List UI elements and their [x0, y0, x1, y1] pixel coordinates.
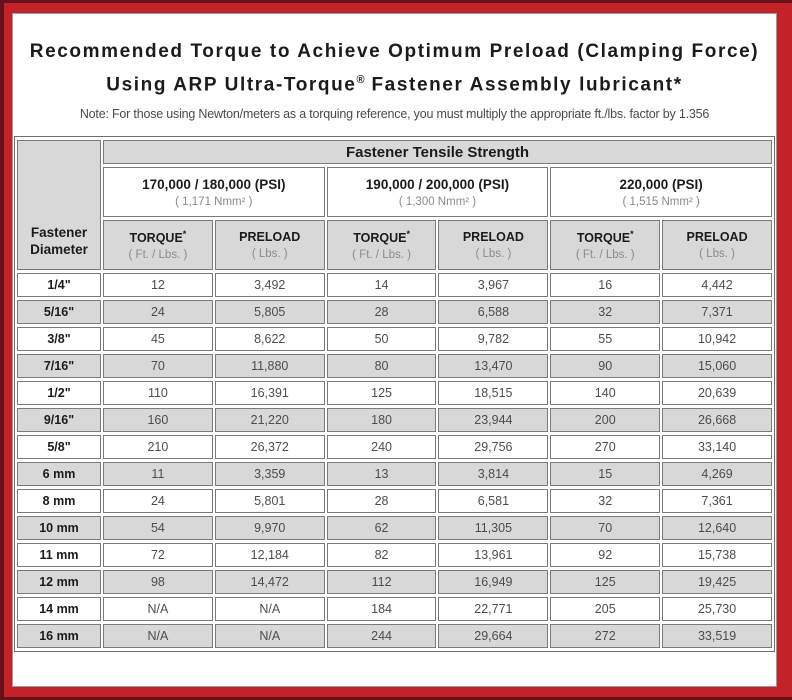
value-cell: 4,442	[662, 273, 772, 297]
torque-asterisk: *	[630, 229, 634, 240]
value-cell: 13,470	[438, 354, 548, 378]
value-cell: 14,472	[215, 570, 325, 594]
fastener-diameter-cell: 5/8"	[17, 435, 101, 459]
value-cell: 26,372	[215, 435, 325, 459]
value-cell: 110	[103, 381, 213, 405]
table-row	[17, 489, 772, 513]
torque-unit: ( Ft. / Lbs. )	[128, 249, 188, 262]
fastener-diameter-cell: 3/8"	[17, 327, 101, 351]
value-cell: 33,519	[662, 624, 772, 648]
table-row	[17, 273, 772, 297]
value-cell: 80	[327, 354, 437, 378]
torque-asterisk: *	[406, 229, 410, 240]
value-cell: 140	[550, 381, 660, 405]
value-cell: 24	[103, 489, 213, 513]
value-cell: 10,942	[662, 327, 772, 351]
value-cell: 180	[327, 408, 437, 432]
torque-table-wrap	[14, 136, 775, 652]
torque-unit: ( Ft. / Lbs. )	[575, 249, 635, 262]
preload-unit: ( Lbs. )	[251, 248, 288, 261]
value-cell: N/A	[215, 597, 325, 621]
table-row	[17, 624, 772, 648]
value-cell: 9,782	[438, 327, 548, 351]
fastener-diameter-cell: 12 mm	[17, 570, 101, 594]
value-cell: 8,622	[215, 327, 325, 351]
value-cell: 14	[327, 273, 437, 297]
value-cell: 200	[550, 408, 660, 432]
value-cell: 15,738	[662, 543, 772, 567]
fastener-diameter-cell: 8 mm	[17, 489, 101, 513]
torque-table	[15, 137, 774, 651]
psi-label: 170,000 / 180,000 (PSI)	[142, 176, 286, 192]
value-cell: 3,814	[438, 462, 548, 486]
value-cell: 15	[550, 462, 660, 486]
fastener-diameter-cell: 7/16"	[17, 354, 101, 378]
content-panel	[12, 13, 777, 687]
value-cell: 24	[103, 300, 213, 324]
nmm-label: ( 1,171 Nmm² )	[175, 195, 253, 208]
preload-header-2	[438, 220, 548, 270]
table-row	[17, 381, 772, 405]
value-cell: 25,730	[662, 597, 772, 621]
psi-header-row	[17, 167, 772, 217]
value-cell: N/A	[103, 597, 213, 621]
value-cell: 160	[103, 408, 213, 432]
value-cell: 7,371	[662, 300, 772, 324]
table-row	[17, 597, 772, 621]
value-cell: 55	[550, 327, 660, 351]
page-title-line2	[13, 66, 776, 99]
psi-label: 190,000 / 200,000 (PSI)	[365, 176, 510, 192]
value-cell: 6,581	[438, 489, 548, 513]
value-cell: 32	[550, 300, 660, 324]
value-cell: 270	[550, 435, 660, 459]
value-cell: 205	[550, 597, 660, 621]
torque-label: TORQUE	[353, 231, 407, 246]
psi-group-header-3	[550, 167, 772, 217]
value-cell: 125	[550, 570, 660, 594]
value-cell: 16	[550, 273, 660, 297]
table-row	[17, 327, 772, 351]
value-cell: 18,515	[438, 381, 548, 405]
value-cell: 240	[327, 435, 437, 459]
value-cell: 112	[327, 570, 437, 594]
title-line2-suffix: Fastener Assembly lubricant*	[364, 74, 683, 96]
value-cell: 62	[327, 516, 437, 540]
value-cell: 29,756	[438, 435, 548, 459]
value-cell: 28	[327, 300, 437, 324]
value-cell: 9,970	[215, 516, 325, 540]
fastener-diameter-cell: 9/16"	[17, 408, 101, 432]
preload-header-1	[215, 220, 325, 270]
value-cell: 3,967	[438, 273, 548, 297]
table-row	[17, 570, 772, 594]
value-cell: 23,944	[438, 408, 548, 432]
torque-header-1	[103, 220, 213, 270]
torque-header-2	[327, 220, 437, 270]
value-cell: 16,949	[438, 570, 548, 594]
value-cell: 11,880	[215, 354, 325, 378]
value-cell: 70	[103, 354, 213, 378]
tensile-strength-header: Fastener Tensile Strength	[103, 140, 772, 164]
value-cell: 6,588	[438, 300, 548, 324]
fastener-diameter-cell: 1/2"	[17, 381, 101, 405]
torque-header-3	[550, 220, 660, 270]
torque-table-body	[17, 273, 772, 648]
fastener-diameter-cell: 16 mm	[17, 624, 101, 648]
value-cell: 19,425	[662, 570, 772, 594]
table-row	[17, 516, 772, 540]
value-cell: 28	[327, 489, 437, 513]
value-cell: 4,269	[662, 462, 772, 486]
nmm-label: ( 1,515 Nmm² )	[622, 195, 700, 208]
psi-label: 220,000 (PSI)	[619, 176, 703, 192]
value-cell: 72	[103, 543, 213, 567]
value-cell: 184	[327, 597, 437, 621]
value-cell: 92	[550, 543, 660, 567]
value-cell: 7,361	[662, 489, 772, 513]
corner-header: Fastener Diameter	[17, 140, 101, 270]
value-cell: 13	[327, 462, 437, 486]
value-cell: N/A	[215, 624, 325, 648]
value-cell: 29,664	[438, 624, 548, 648]
nmm-label: ( 1,300 Nmm² )	[398, 195, 477, 208]
preload-label: PRELOAD	[239, 230, 301, 245]
value-cell: 21,220	[215, 408, 325, 432]
value-cell: 12,184	[215, 543, 325, 567]
value-cell: 3,492	[215, 273, 325, 297]
value-cell: 26,668	[662, 408, 772, 432]
torque-unit: ( Ft. / Lbs. )	[352, 249, 411, 262]
preload-header-3	[662, 220, 772, 270]
psi-group-header-1	[103, 167, 325, 217]
value-cell: 45	[103, 327, 213, 351]
torque-label: TORQUE	[129, 231, 183, 246]
table-row	[17, 408, 772, 432]
table-row	[17, 300, 772, 324]
value-cell: 22,771	[438, 597, 548, 621]
preload-label: PRELOAD	[462, 230, 524, 245]
value-cell: 32	[550, 489, 660, 513]
tensile-header-row	[17, 140, 772, 164]
value-cell: 90	[550, 354, 660, 378]
page-note: Note: For those using Newton/meters as a torquing reference, you must multiply the appropriate ft./lbs. factor by 1.356	[79, 107, 710, 122]
title-line2-text: Using ARP Ultra-Torque	[106, 74, 357, 96]
torque-asterisk: *	[182, 229, 187, 240]
fastener-diameter-cell: 5/16"	[17, 300, 101, 324]
value-cell: 244	[327, 624, 437, 648]
value-cell: 125	[327, 381, 437, 405]
value-cell: 11,305	[438, 516, 548, 540]
value-cell: 16,391	[215, 381, 325, 405]
table-row	[17, 543, 772, 567]
page-title	[13, 38, 776, 99]
value-cell: 70	[550, 516, 660, 540]
value-cell: 5,805	[215, 300, 325, 324]
value-cell: 210	[103, 435, 213, 459]
psi-group-header-2	[327, 167, 549, 217]
fastener-diameter-cell: 1/4"	[17, 273, 101, 297]
torque-label: TORQUE	[576, 231, 631, 246]
table-row	[17, 435, 772, 459]
page-title-line1: Recommended Torque to Achieve Optimum Preload (Clamping Force)	[29, 41, 760, 62]
value-cell: 98	[103, 570, 213, 594]
value-cell: 5,801	[215, 489, 325, 513]
table-row	[17, 462, 772, 486]
preload-unit: ( Lbs. )	[475, 248, 512, 261]
fastener-diameter-cell: 10 mm	[17, 516, 101, 540]
value-cell: 33,140	[662, 435, 772, 459]
registered-trademark-sup: ®	[356, 74, 365, 86]
preload-label: PRELOAD	[686, 230, 748, 245]
preload-unit: ( Lbs. )	[699, 248, 735, 261]
value-cell: 12,640	[662, 516, 772, 540]
value-cell: 12	[103, 273, 213, 297]
unit-header-row	[17, 220, 772, 270]
fastener-diameter-cell: 6 mm	[17, 462, 101, 486]
value-cell: 20,639	[662, 381, 772, 405]
value-cell: 272	[550, 624, 660, 648]
value-cell: 11	[103, 462, 213, 486]
value-cell: 3,359	[215, 462, 325, 486]
value-cell: 13,961	[438, 543, 548, 567]
value-cell: 15,060	[662, 354, 772, 378]
table-row	[17, 354, 772, 378]
value-cell: N/A	[103, 624, 213, 648]
value-cell: 54	[103, 516, 213, 540]
value-cell: 82	[327, 543, 437, 567]
fastener-diameter-cell: 11 mm	[17, 543, 101, 567]
fastener-diameter-cell: 14 mm	[17, 597, 101, 621]
value-cell: 50	[327, 327, 437, 351]
